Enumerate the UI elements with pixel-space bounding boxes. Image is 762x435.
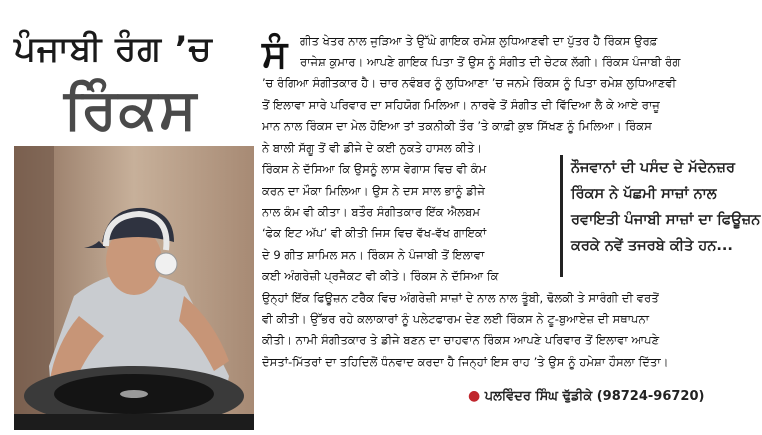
article-line: ਮਾਨ ਨਾਲ ਰਿੰਕਸ ਦਾ ਮੇਲ ਹੋਇਆ ਤਾਂ ਤਕਨੀਕੀ ਤੌਰ ’ਤੇ ਕਾਫ਼ੀ ਕੁਝ ਸਿੱਖਣ ਨੂੰ ਮਿਲਿਆ। ਰਿੰਕਸ xyxy=(262,119,652,133)
article-line: ‘ਫੇਕ ਇਟ ਅੱਪ’ ਵੀ ਕੀਤੀ ਜਿਸ ਵਿਚ ਵੱਖ-ਵੱਖ ਗਾਇਕਾਂ xyxy=(262,226,487,240)
dj-photo xyxy=(14,146,254,430)
article-line: ਨੇ ਬਾਲੀ ਸੱਗੂ ਤੋਂ ਵੀ ਡੀਜੇ ਦੇ ਕਈ ਨੁਕਤੇ ਹਾਸਲ ਕੀਤੇ। xyxy=(262,141,483,155)
article-line: ਰਿੰਕਸ ਨੇ ਦੱਸਿਆ ਕਿ ਉਸਨੂੰ ਲਾਸ ਵੇਗਾਸ ਵਿਚ ਵੀ ਕੰਮ xyxy=(262,162,487,176)
dj-illustration xyxy=(14,146,254,430)
article-line: ਕੀਤੀ। ਨਾਮੀ ਸੰਗੀਤਕਾਰ ਤੇ ਡੀਜੇ ਬਣਨ ਦਾ ਚਾਹਵਾਨ ਰਿੰਕਸ ਆਪਣੇ ਪਰਿਵਾਰ ਤੋਂ ਇਲਾਵਾ ਆਪਣੇ xyxy=(262,333,660,347)
byline-phone: (98724-96720) xyxy=(596,389,705,404)
article-line: ਦੇ 9 ਗੀਤ ਸ਼ਾਮਿਲ ਸਨ। ਰਿੰਕਸ ਨੇ ਪੰਜਾਬੀ ਤੋਂ ਇਲਾਵਾ xyxy=(262,248,485,262)
byline xyxy=(468,388,754,404)
article-line: ਉਨ੍ਹਾਂ ਇੱਕ ਫਿਊਜ਼ਨ ਟਰੈਕ ਵਿਚ ਅੰਗਰੇਜ਼ੀ ਸਾਜ਼ਾਂ ਦੇ ਨਾਲ ਨਾਲ ਤੂੰਬੀ, ਢੋਲਕੀ ਤੇ ਸਾਰੰਗੀ ਦੀ ਵਰਤੋਂ xyxy=(262,291,659,305)
pull-quote-line: ਰਿੰਕਸ ਨੇ ਪੱਛਮੀ ਸਾਜ਼ਾਂ ਨਾਲ xyxy=(571,186,717,202)
bullet-icon: ● xyxy=(468,388,481,404)
dropcap: ਸੰ xyxy=(262,32,288,76)
article-line: ਰਾਜੇਸ਼ ਕੁਮਾਰ। ਆਪਣੇ ਗਾਇਕ ਪਿਤਾ ਤੋਂ ਉਸ ਨੂੰ ਸੰਗੀਤ ਦੀ ਚੇਟਕ ਲੱਗੀ। ਰਿੰਕਸ ਪੰਜਾਬੀ ਰੰਗ xyxy=(300,55,681,69)
article-line: ਨਾਲ ਕੰਮ ਵੀ ਕੀਤਾ। ਬਤੌਰ ਸੰਗੀਤਕਾਰ ਇੱਕ ਐਲਬਮ xyxy=(262,205,480,219)
byline-author: ਪਲਵਿੰਦਰ ਸਿੰਘ ਢੁੱਡੀਕੇ xyxy=(484,389,593,404)
pull-quote-line: ਕਰਕੇ ਨਵੇਂ ਤਜਰਬੇ ਕੀਤੇ ਹਨ... xyxy=(571,238,733,254)
pull-quote xyxy=(560,155,762,277)
headline-line1: ਪੰਜਾਬੀ ਰੰਗ ’ਚ xyxy=(14,29,213,69)
pull-quote-line: ਰਵਾਇਤੀ ਪੰਜਾਬੀ ਸਾਜ਼ਾਂ ਦਾ ਫਿਊਜ਼ਨ xyxy=(571,212,761,228)
article-line: ਦੋਸਤਾਂ-ਮਿੱਤਰਾਂ ਦਾ ਤਹਿਦਿਲੋਂ ਧੰਨਵਾਦ ਕਰਦਾ ਹੈ ਜਿਨ੍ਹਾਂ ਇਸ ਰਾਹ ’ਤੇ ਉਸ ਨੂੰ ਹਮੇਸ਼ਾ ਹੌਸਲਾ ਦਿੱਤਾ। xyxy=(262,355,669,369)
article-line: ਕਰਨ ਦਾ ਮੌਕਾ ਮਿਲਿਆ। ਉਸ ਨੇ ਦਸ ਸਾਲ ਭਾਨੂੰ ਡੀਜੇ xyxy=(262,184,485,198)
headline-line2: ਰਿੰਕਸ xyxy=(64,77,199,142)
article-line: ਤੋਂ ਇਲਾਵਾ ਸਾਰੇ ਪਰਿਵਾਰ ਦਾ ਸਹਿਯੋਗ ਮਿਲਿਆ। ਨਾਰਵੇ ਤੋਂ ਸੰਗੀਤ ਦੀ ਵਿੱਦਿਆ ਲੈ ਕੇ ਆਏ ਰਾਜੂ xyxy=(262,98,660,112)
article-line: ਕਈ ਅੰਗਰੇਜ਼ੀ ਪ੍ਰਜੈਕਟ ਵੀ ਕੀਤੇ। ਰਿੰਕਸ ਨੇ ਦੱਸਿਆ ਕਿ xyxy=(262,269,499,283)
article-line: ’ਚ ਰੰਗਿਆ ਸੰਗੀਤਕਾਰ ਹੈ। ਚਾਰ ਨਵੰਬਰ ਨੂੰ ਲੁਧਿਆਣਾ ’ਚ ਜਨਮੇ ਰਿੰਕਸ ਨੂੰ ਪਿਤਾ ਰਮੇਸ਼ ਲੁਧਿਆਣਵੀ xyxy=(262,76,677,90)
article-line: ਗੀਤ ਖੇਤਰ ਨਾਲ ਜੁੜਿਆ ਤੇ ਉੱਘੇ ਗਾਇਕ ਰਮੇਸ਼ ਲੁਧਿਆਣਵੀ ਦਾ ਪੁੱਤਰ ਹੈ ਰਿੰਕਸ ਉਰਫ਼ xyxy=(300,34,658,48)
article-line: ਵੀ ਕੀਤੀ। ਉੱਭਰ ਰਹੇ ਕਲਾਕਾਰਾਂ ਨੂੰ ਪਲੇਟਫਾਰਮ ਦੇਣ ਲਈ ਰਿੰਕਸ ਨੇ ਟੂ-ਬੁਆਏਜ਼ ਦੀ ਸਥਾਪਨਾ xyxy=(262,312,650,326)
pull-quote-line: ਨੌਜਵਾਨਾਂ ਦੀ ਪਸੰਦ ਦੇ ਮੱਦੇਨਜ਼ਰ xyxy=(571,160,735,176)
